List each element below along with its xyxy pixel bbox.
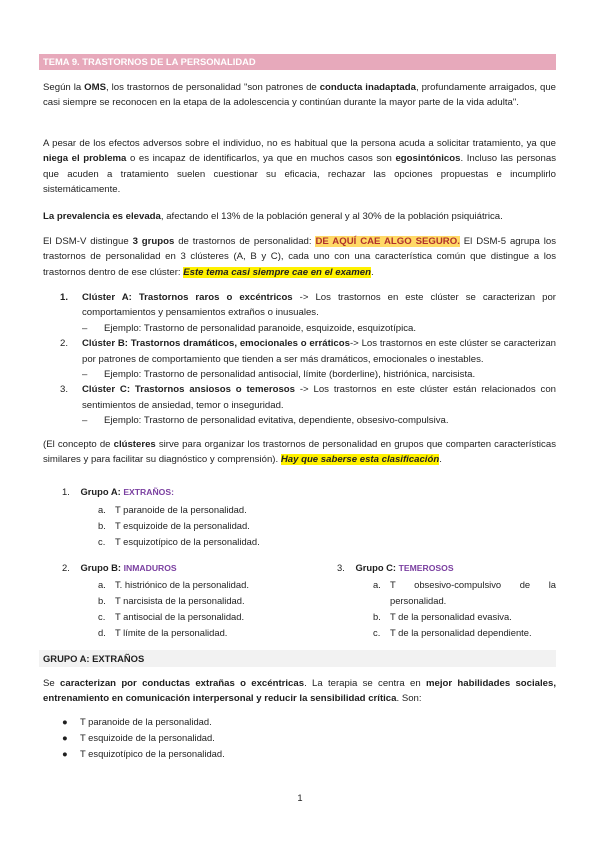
list-number: 3. — [60, 384, 69, 396]
text-run-bold: conducta inadaptada — [319, 82, 416, 93]
text-run: Se — [43, 678, 61, 689]
list-number: 3. — [337, 562, 345, 573]
text-run-bold: 3 grupos — [132, 236, 175, 247]
item-letter: a. — [373, 579, 381, 591]
list-item — [62, 746, 462, 762]
exam-highlight: DE AQUÍ CAE ALGO SEGURO. — [315, 236, 460, 247]
group-tag: EXTRAÑOS: — [123, 487, 174, 497]
cluster-example: – Ejemplo: Trastorno de personalidad evitativa, dependiente, obsesivo-compulsiva. — [82, 415, 449, 427]
text-run: Según la — [43, 82, 85, 93]
group-a-paragraph — [43, 676, 556, 707]
item-text: T antisocial de la personalidad. — [115, 611, 245, 623]
list-number: 2. — [60, 338, 69, 350]
text-run: . — [439, 454, 442, 466]
item-text: T esquizoide de la personalidad. — [115, 520, 250, 532]
item-letter: c. — [98, 536, 106, 548]
cluster-text: -> Los trastornos en este clúster se caracterizan por comportamientos y pensamientos extraños o inusuales. — [82, 292, 556, 319]
list-item — [62, 518, 362, 534]
item-text: T límite de la personalidad. — [115, 627, 228, 639]
example-text: Ejemplo: Trastorno de personalidad evitativa, dependiente, obsesivo-compulsiva. — [104, 415, 449, 427]
item-letter: b. — [98, 520, 106, 532]
bullet-list — [62, 714, 462, 762]
item-text: T obsesivo-compulsivo de la personalidad. — [390, 579, 556, 607]
text-run: El DSM-5 agrupa los trastornos de personalidad en 3 clústeres (A, B y C), cada uno con una característica común que distingue a los trastornos dentro de ese clúster: — [43, 236, 557, 278]
list-item — [62, 502, 362, 518]
group-a-section-banner: GRUPO A: EXTRAÑOS — [39, 650, 556, 667]
item-text: T de la personalidad evasiva. — [390, 611, 512, 623]
item-letter: c. — [98, 611, 106, 623]
list-item — [337, 577, 556, 609]
text-run: . Incluso las personas que acuden a tratamiento suelen cuestionar su eficacia, rechazar las opciones propuestas e incumplirlo sistemáticamente. — [43, 153, 556, 196]
text-run: . — [370, 266, 374, 278]
cluster-heading: Clúster A: Trastornos raros o excéntricos — [82, 292, 293, 303]
text-run: . Son: — [396, 693, 422, 705]
cluster-heading: Clúster B: Trastornos dramáticos, emocionales o erráticos — [82, 338, 350, 350]
intro-paragraph — [43, 80, 556, 111]
exam-note-highlight: Hay que saberse esta clasificación — [280, 454, 440, 466]
group-tag: TEMEROSOS — [398, 563, 454, 573]
text-run-bold: La prevalencia es elevada — [43, 211, 161, 222]
text-run: . La terapia se centra en — [304, 678, 426, 689]
item-text: T. histriónico de la personalidad. — [115, 579, 249, 591]
example-text: Ejemplo: Trastorno de personalidad antisocial, límite (borderline), histriónica, narcisista. — [104, 369, 476, 381]
dsm-paragraph — [43, 234, 556, 280]
cluster-example: – Ejemplo: Trastorno de personalidad antisocial, límite (borderline), histriónica, narcisista. — [82, 369, 476, 381]
list-item — [337, 625, 556, 641]
list-number: 2. — [62, 562, 70, 573]
text-run: , profundamente arraigados, que casi siempre se reconocen en la etapa de la adolescencia y continúan durante la mayor parte de la vida adulta". — [43, 82, 557, 109]
group-a-list — [62, 484, 362, 550]
page-number: 1 — [297, 792, 303, 803]
item-text: T paranoide de la personalidad. — [115, 504, 247, 516]
list-item — [62, 593, 322, 609]
treatment-paragraph — [43, 136, 556, 198]
text-run: sirve para organizar los trastornos de personalidad en grupos que comparten características similares y para facilitar su diagnóstico y comprensión). — [43, 439, 556, 466]
list-item — [62, 625, 322, 641]
exam-note-highlight: Este tema casi siempre cae en el examen — [183, 266, 371, 278]
text-run-bold: clústeres — [113, 439, 156, 450]
text-run: El DSM-V distingue — [43, 236, 133, 247]
group-label: Grupo B: — [80, 562, 122, 573]
text-run: o es incapaz de identificarlos, ya que en muchos casos son — [126, 153, 396, 165]
list-number: 1. — [62, 486, 70, 497]
cluster-item-c — [60, 382, 556, 428]
cluster-text: -> Los trastornos en este clúster están relacionados con sentimientos de ansiedad, temor o inseguridad. — [82, 384, 556, 411]
text-run: (El concepto de — [43, 439, 114, 450]
item-letter: a. — [98, 504, 106, 516]
list-item — [62, 730, 462, 746]
text-run-bold: egosintónicos — [395, 153, 461, 165]
item-text: T esquizoide de la personalidad. — [80, 732, 215, 743]
cluster-item-a — [60, 290, 556, 336]
item-text: T narcisista de la personalidad. — [115, 595, 245, 607]
list-item — [337, 609, 556, 625]
text-run: , afectando el 13% de la población general y al 30% de la población psiquiátrica. — [160, 211, 503, 222]
cluster-heading: Clúster C: Trastornos ansiosos o temerosos — [82, 384, 295, 396]
item-letter: b. — [98, 595, 106, 607]
text-run: de trastornos de personalidad: — [174, 236, 316, 247]
item-text: T paranoide de la personalidad. — [80, 716, 212, 727]
item-letter: a. — [98, 579, 106, 591]
text-run-bold: mejor habilidades sociales, entrenamiento en comunicación interpersonal y reducir la sensibilidad crítica — [43, 678, 556, 705]
item-text: T esquizotípico de la personalidad. — [80, 748, 225, 759]
text-run: , los trastornos de personalidad "son patrones de — [105, 82, 320, 93]
list-item — [62, 534, 362, 550]
group-tag: INMADUROS — [123, 563, 177, 573]
group-b-heading — [62, 560, 322, 576]
example-text: Ejemplo: Trastorno de personalidad paranoide, esquizoide, esquizotípica. — [104, 322, 416, 334]
bullet-icon: ● — [62, 748, 68, 759]
group-label: Grupo A: — [80, 486, 121, 497]
group-b-list — [62, 560, 322, 641]
group-c-heading — [337, 560, 556, 576]
item-letter: c. — [373, 627, 381, 639]
item-letter: d. — [98, 627, 106, 639]
list-item — [62, 577, 322, 593]
cluster-item-b — [60, 336, 556, 382]
section-title-banner: TEMA 9. TRASTORNOS DE LA PERSONALIDAD — [39, 54, 556, 70]
text-run-bold: caracterizan por conductas extrañas o excéntricas — [60, 678, 305, 689]
group-a-heading — [62, 484, 362, 500]
list-number: 1. — [60, 292, 69, 303]
cluster-example: – Ejemplo: Trastorno de personalidad paranoide, esquizoide, esquizotípica. — [82, 322, 416, 334]
prevalence-paragraph — [43, 209, 556, 224]
text-run-bold: OMS — [84, 82, 106, 93]
list-item — [62, 714, 462, 730]
group-label: Grupo C: — [355, 562, 397, 573]
item-text: T de la personalidad dependiente. — [390, 627, 532, 639]
group-c-list — [337, 560, 556, 641]
item-letter: b. — [373, 611, 381, 623]
text-run: A pesar de los efectos adversos sobre el individuo, no es habitual que la persona acuda a solicitar tratamiento, ya que — [43, 138, 556, 149]
cluster-text: -> Los trastornos en este clúster se caracterizan por patrones de comportamiento que tienden a ser más dramáticos, emocionales o inestables. — [82, 338, 556, 365]
cluster-list — [60, 290, 556, 429]
list-item — [62, 609, 322, 625]
bullet-icon: ● — [62, 716, 68, 727]
item-text: T esquizotípico de la personalidad. — [115, 536, 260, 548]
text-run-bold: niega el problema — [43, 153, 127, 165]
clusters-note-paragraph — [43, 437, 556, 468]
bullet-icon: ● — [62, 732, 68, 743]
